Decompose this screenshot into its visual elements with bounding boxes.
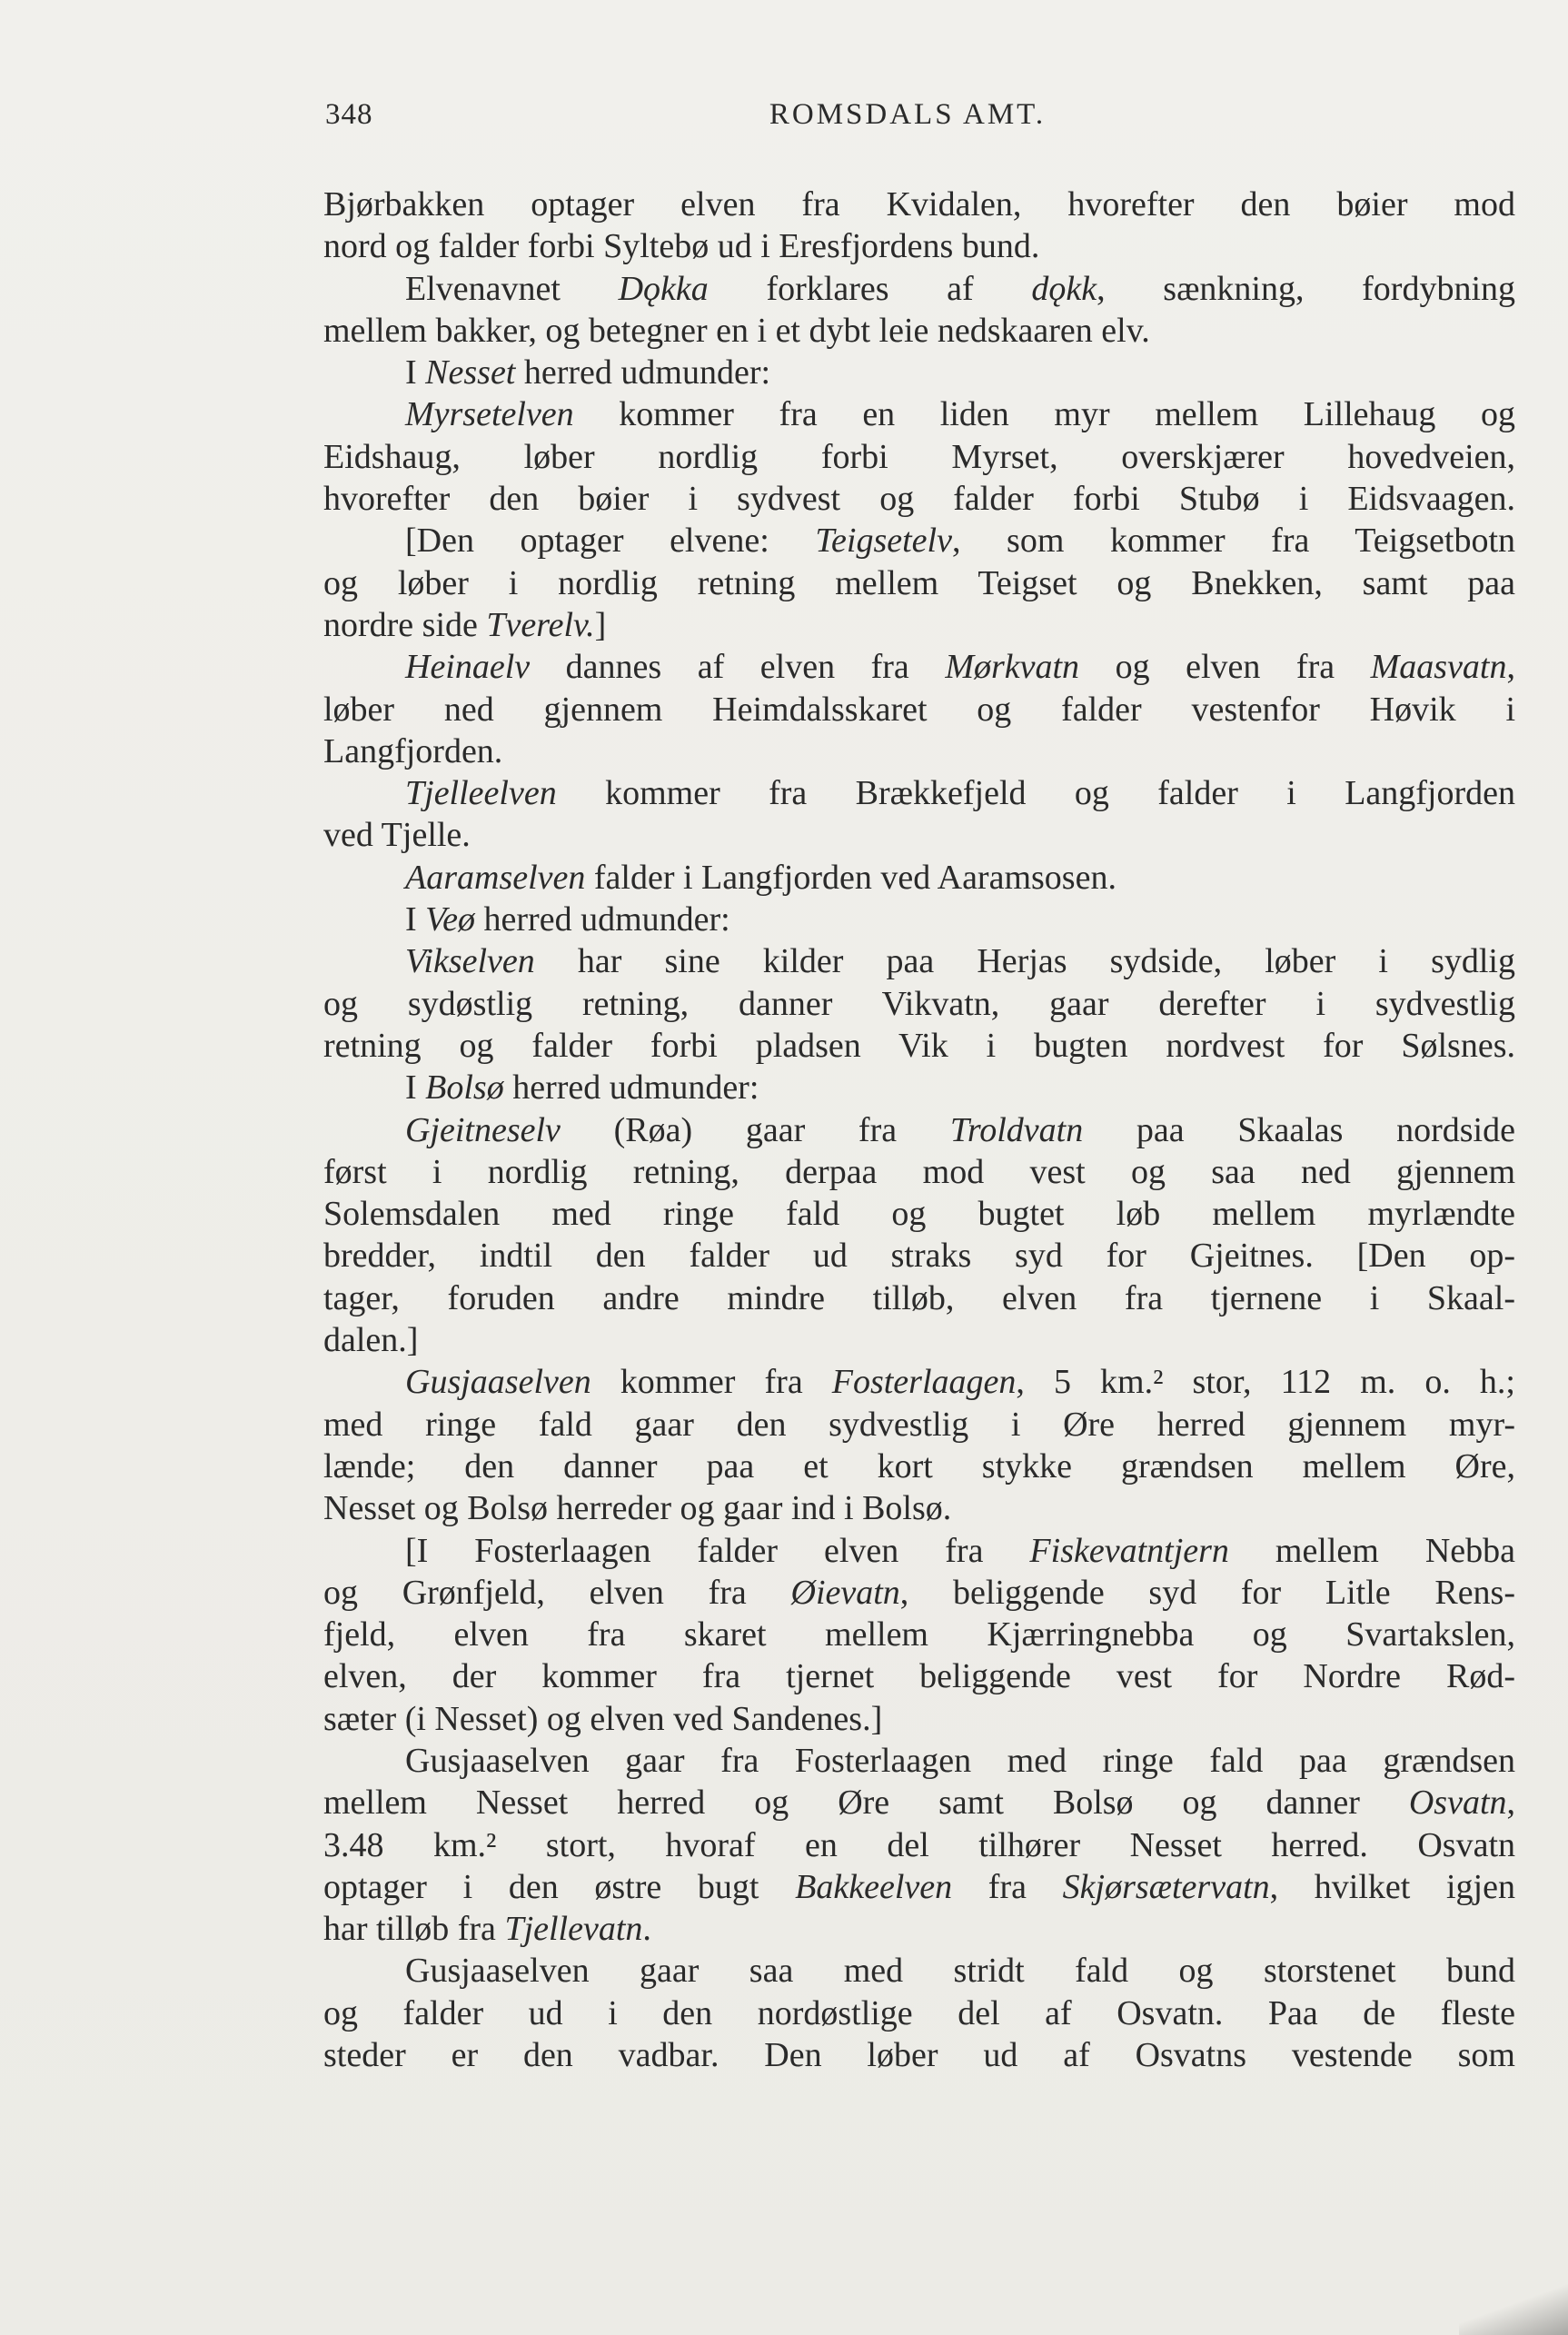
text-segment: har tilløb fra bbox=[323, 1910, 505, 1949]
text-segment: ] bbox=[594, 605, 607, 644]
text-line bbox=[323, 1361, 1515, 1403]
text-segment: Bjørbakken optager elven fra Kvidalen, hvorefter den bøier mod bbox=[323, 185, 1515, 224]
text-segment: først i nordlig retning, derpaa mod vest og saa ned gjennem bbox=[323, 1152, 1515, 1191]
text-segment: , sænkning, fordybning bbox=[1097, 269, 1516, 308]
text-segment: og elven fra bbox=[1079, 648, 1371, 687]
text-segment: mellem bakker, og betegner en i et dybt leie nedskaaren elv. bbox=[323, 311, 1150, 350]
text-line bbox=[323, 1950, 1515, 1992]
text-segment: . bbox=[642, 1910, 651, 1949]
text-segment: hvorefter den bøier i sydvest og falder forbi Stubø i Eidsvaagen. bbox=[323, 480, 1515, 519]
text-line bbox=[323, 1782, 1515, 1823]
text-segment: [I Fosterlaagen falder elven fra bbox=[405, 1531, 1030, 1570]
text-segment: , som kommer fra Teigsetbotn bbox=[951, 522, 1515, 561]
text-segment: fra bbox=[952, 1867, 1063, 1906]
text-line bbox=[323, 940, 1515, 982]
text-segment: fjeld, elven fra skaret mellem Kjærringnebba og Svartakslen, bbox=[323, 1615, 1515, 1654]
text-segment: , 5 km.² stor, 112 m. o. h.; bbox=[1016, 1363, 1515, 1402]
text-line bbox=[323, 899, 1515, 940]
text-segment: falder i Langfjorden ved Aaramsosen. bbox=[585, 858, 1116, 897]
text-line bbox=[323, 1698, 1515, 1740]
text-segment: løber ned gjennem Heimdalsskaret og falder vestenfor Høvik i bbox=[323, 690, 1515, 729]
italic-name: Osvatn bbox=[1408, 1784, 1507, 1823]
text-segment: har sine kilder paa Herjas sydside, løber i sydlig bbox=[534, 942, 1515, 981]
text-segment: I bbox=[405, 353, 426, 392]
page-number: 348 bbox=[325, 98, 373, 131]
italic-name: Øievatn bbox=[790, 1573, 900, 1612]
text-line bbox=[323, 436, 1515, 478]
text-line bbox=[323, 1151, 1515, 1193]
text-line bbox=[323, 730, 1515, 772]
text-line bbox=[323, 478, 1515, 520]
text-segment: Gusjaaselven gaar fra Fosterlaagen med ringe fald paa grændsen bbox=[405, 1741, 1515, 1780]
text-line bbox=[323, 646, 1515, 688]
text-line bbox=[323, 1193, 1515, 1235]
italic-name: Maasvatn bbox=[1370, 648, 1507, 687]
text-line bbox=[323, 1067, 1515, 1108]
text-line bbox=[323, 1446, 1515, 1487]
text-segment: steder er den vadbar. Den løber ud af Osvatns vestende som bbox=[323, 2036, 1515, 2075]
text-line bbox=[323, 1824, 1515, 1866]
text-segment: I bbox=[405, 900, 426, 939]
text-segment: retning og falder forbi pladsen Vik i bugten nordvest for Sølsnes. bbox=[323, 1026, 1515, 1065]
text-line bbox=[323, 1655, 1515, 1697]
italic-name: Bakkeelven bbox=[795, 1867, 953, 1906]
text-segment: kommer fra bbox=[590, 1363, 832, 1402]
text-line bbox=[323, 1487, 1515, 1529]
italic-name: Veø bbox=[425, 900, 476, 939]
text-line bbox=[323, 520, 1515, 561]
text-line bbox=[323, 562, 1515, 604]
text-segment: , hvilket igjen bbox=[1269, 1867, 1515, 1906]
text-segment: herred udmunder: bbox=[475, 900, 730, 939]
text-segment: og falder ud i den nordøstlige del af Osvatn. Paa de fleste bbox=[323, 1993, 1515, 2032]
text-segment: [Den optager elvene: bbox=[405, 522, 816, 561]
text-segment: mellem Nesset herred og Øre samt Bolsø og danner bbox=[323, 1784, 1409, 1823]
text-segment: mellem Nebba bbox=[1228, 1531, 1515, 1570]
text-line bbox=[323, 352, 1515, 393]
page-corner-shadow bbox=[1459, 2271, 1568, 2335]
text-segment: elven, der kommer fra tjernet beliggende vest for Nordre Rød- bbox=[323, 1657, 1515, 1696]
italic-name: Troldvatn bbox=[949, 1110, 1084, 1149]
italic-name: Aaramselven bbox=[405, 858, 586, 897]
text-line bbox=[323, 225, 1515, 267]
text-segment: dannes af elven fra bbox=[530, 648, 946, 687]
italic-name: Gjeitneselv bbox=[405, 1110, 561, 1149]
text-line bbox=[323, 1235, 1515, 1277]
text-line bbox=[323, 857, 1515, 899]
text-line bbox=[323, 689, 1515, 730]
running-title: ROMSDALS AMT. bbox=[769, 98, 1047, 131]
text-segment: , bbox=[1506, 648, 1515, 687]
italic-name: Fiskevatntjern bbox=[1029, 1531, 1229, 1570]
text-line bbox=[323, 1277, 1515, 1319]
text-segment: og Grønfjeld, elven fra bbox=[323, 1573, 791, 1612]
text-line bbox=[323, 1908, 1515, 1950]
text-line bbox=[323, 1572, 1515, 1614]
text-line bbox=[323, 2034, 1515, 2076]
italic-name: Mørkvatn bbox=[945, 648, 1080, 687]
text-segment: lænde; den danner paa et kort stykke grændsen mellem Øre, bbox=[323, 1446, 1515, 1485]
text-line bbox=[323, 268, 1515, 310]
page-header bbox=[325, 98, 1490, 144]
text-segment: nord og falder forbi Syltebø ud i Eresfjordens bund. bbox=[323, 227, 1040, 266]
text-segment: ved Tjelle. bbox=[323, 816, 471, 855]
text-line bbox=[323, 1109, 1515, 1151]
text-segment: 3.48 km.² stort, hvoraf en del tilhører Nesset herred. Osvatn bbox=[323, 1825, 1515, 1864]
text-segment: , bbox=[1506, 1784, 1515, 1823]
text-segment: kommer fra Brækkefjeld og falder i Langfjorden bbox=[556, 774, 1515, 813]
text-segment: Gusjaaselven gaar saa med stridt fald og storstenet bund bbox=[405, 1952, 1515, 1991]
text-line bbox=[323, 1530, 1515, 1572]
text-segment: Eidshaug, løber nordlig forbi Myrset, overskjærer hovedveien, bbox=[323, 437, 1515, 476]
text-line bbox=[323, 184, 1515, 225]
text-segment: I bbox=[405, 1068, 426, 1108]
text-segment: sæter (i Nesset) og elven ved Sandenes.] bbox=[323, 1699, 883, 1738]
italic-name: Bolsø bbox=[425, 1068, 504, 1108]
body-text bbox=[323, 184, 1515, 2076]
text-line bbox=[323, 814, 1515, 856]
text-segment: (Røa) gaar fra bbox=[560, 1110, 950, 1149]
italic-name: Myrsetelven bbox=[405, 395, 574, 434]
text-segment: Nesset og Bolsø herreder og gaar ind i Bolsø. bbox=[323, 1489, 952, 1528]
italic-name: Dǫkka bbox=[618, 269, 709, 308]
text-segment: herred udmunder: bbox=[515, 353, 771, 392]
italic-name: Vikselven bbox=[405, 942, 535, 981]
text-segment: med ringe fald gaar den sydvestlig i Øre herred gjennem myr- bbox=[323, 1405, 1515, 1444]
text-segment: og sydøstlig retning, danner Vikvatn, gaar derefter i sydvestlig bbox=[323, 984, 1515, 1023]
italic-name: Tjelleelven bbox=[405, 774, 557, 813]
italic-name: Nesset bbox=[425, 353, 516, 392]
italic-name: Tjellevatn bbox=[504, 1910, 643, 1949]
text-line bbox=[323, 1866, 1515, 1908]
text-line bbox=[323, 1025, 1515, 1067]
text-line bbox=[323, 983, 1515, 1025]
text-segment: , beliggende syd for Litle Rens- bbox=[899, 1573, 1516, 1612]
text-line bbox=[323, 393, 1515, 435]
text-segment: Elvenavnet bbox=[405, 269, 619, 308]
italic-name: dǫkk bbox=[1031, 269, 1097, 308]
italic-name: Teigsetelv bbox=[815, 522, 952, 561]
text-line bbox=[323, 604, 1515, 646]
text-segment: kommer fra en liden myr mellem Lillehaug og bbox=[573, 395, 1515, 434]
italic-name: Tverelv. bbox=[486, 605, 595, 644]
text-line bbox=[323, 1319, 1515, 1361]
text-segment: bredder, indtil den falder ud straks syd for Gjeitnes. [Den op- bbox=[323, 1237, 1515, 1276]
text-segment: og løber i nordlig retning mellem Teigset og Bnekken, samt paa bbox=[323, 563, 1515, 602]
text-line bbox=[323, 1614, 1515, 1655]
text-segment: optager i den østre bugt bbox=[323, 1867, 796, 1906]
text-segment: Solemsdalen med ringe fald og bugtet løb mellem myrlændte bbox=[323, 1195, 1515, 1234]
text-line bbox=[323, 310, 1515, 352]
text-segment: Langfjorden. bbox=[323, 731, 503, 770]
text-segment: nordre side bbox=[323, 605, 487, 644]
text-line bbox=[323, 772, 1515, 814]
text-segment: dalen.] bbox=[323, 1321, 419, 1360]
italic-name: Skjørsætervatn bbox=[1062, 1867, 1270, 1906]
text-line bbox=[323, 1992, 1515, 2034]
italic-name: Fosterlaagen bbox=[831, 1363, 1017, 1402]
text-segment: paa Skaalas nordside bbox=[1083, 1110, 1515, 1149]
italic-name: Gusjaaselven bbox=[405, 1363, 591, 1402]
text-segment: tager, foruden andre mindre tilløb, elven fra tjernene i Skaal- bbox=[323, 1278, 1515, 1317]
text-line bbox=[323, 1740, 1515, 1782]
text-segment: forklares af bbox=[708, 269, 1032, 308]
italic-name: Heinaelv bbox=[405, 648, 531, 687]
text-line bbox=[323, 1404, 1515, 1446]
text-segment: herred udmunder: bbox=[503, 1068, 759, 1108]
